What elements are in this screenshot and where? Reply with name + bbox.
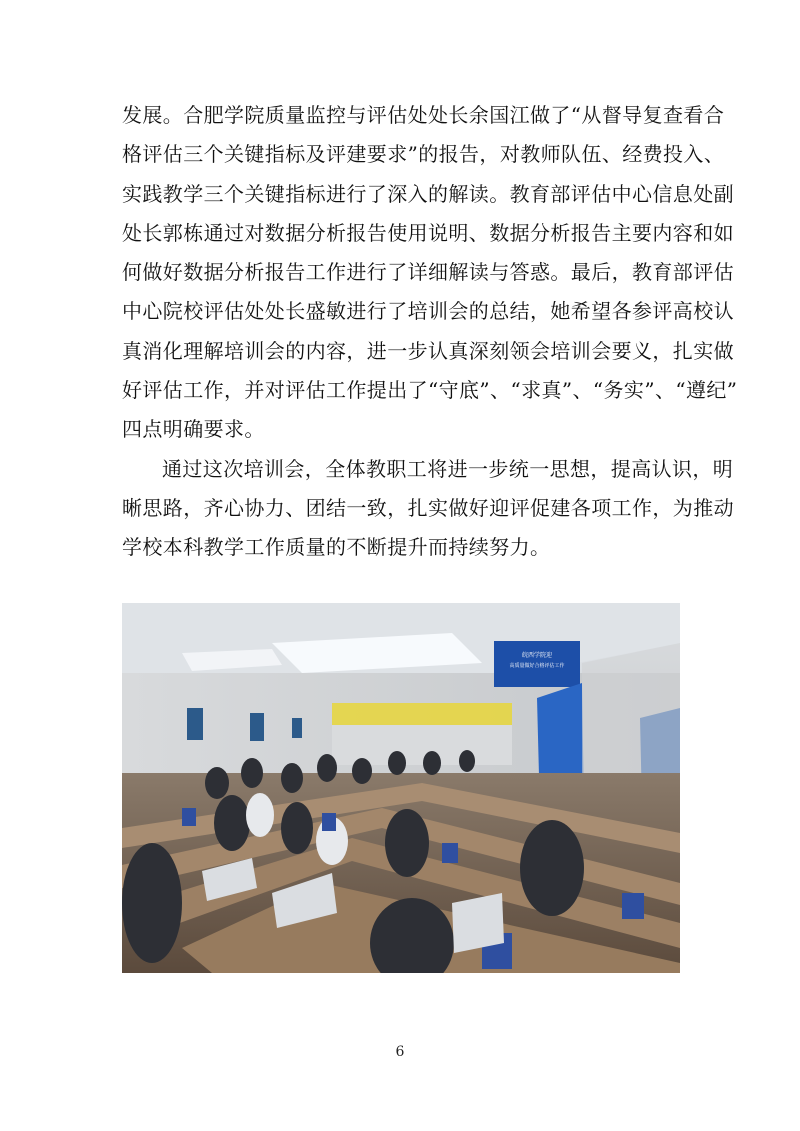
lecture-hall-illustration	[122, 603, 680, 973]
text-line: 处长郭栋通过对数据分析报告使用说明、数据分析报告主要内容和如	[122, 220, 734, 245]
text-line: 通过这次培训会，全体教职工将进一步统一思想，提高认识，明	[162, 456, 734, 481]
paragraph-2	[122, 450, 734, 568]
text-line: 真消化理解培训会的内容，进一步认真深刻领会培训会要义，扎实做	[122, 338, 734, 363]
text-line: 格评估三个关键指标及评建要求”的报告，对教师队伍、经费投入、	[122, 142, 725, 167]
text-line: 学校本科教学工作质量的不断提升而持续努力。	[122, 535, 551, 560]
text-line: 何做好数据分析报告工作进行了详细解读与答惑。最后，教育部评估	[122, 260, 734, 285]
page-number: 6	[395, 1044, 405, 1060]
text-line: 实践教学三个关键指标进行了深入的解读。教育部评估中心信息处副	[122, 181, 734, 206]
meeting-photo	[122, 603, 680, 973]
text-line: 晰思路，齐心协力、团结一致，扎实做好迎评促建各项工作，为推动	[122, 495, 734, 520]
text-line: 四点明确要求。	[122, 417, 265, 442]
screen-text: 高质量做好合格评估工作	[509, 663, 565, 669]
screen-text: 皖西学院迎	[521, 652, 553, 659]
body-text	[122, 96, 738, 568]
text-line: 发展。合肥学院质量监控与评估处处长余国江做了“从督导复查看合	[122, 103, 725, 127]
text-line: 中心院校评估处处长盛敏进行了培训会的总结，她希望各参评高校认	[122, 299, 734, 324]
paragraph-1	[122, 96, 738, 450]
text-line: 好评估工作，并对评估工作提出了“守底”、“求真”、“务实”、“遵纪”	[122, 378, 738, 403]
